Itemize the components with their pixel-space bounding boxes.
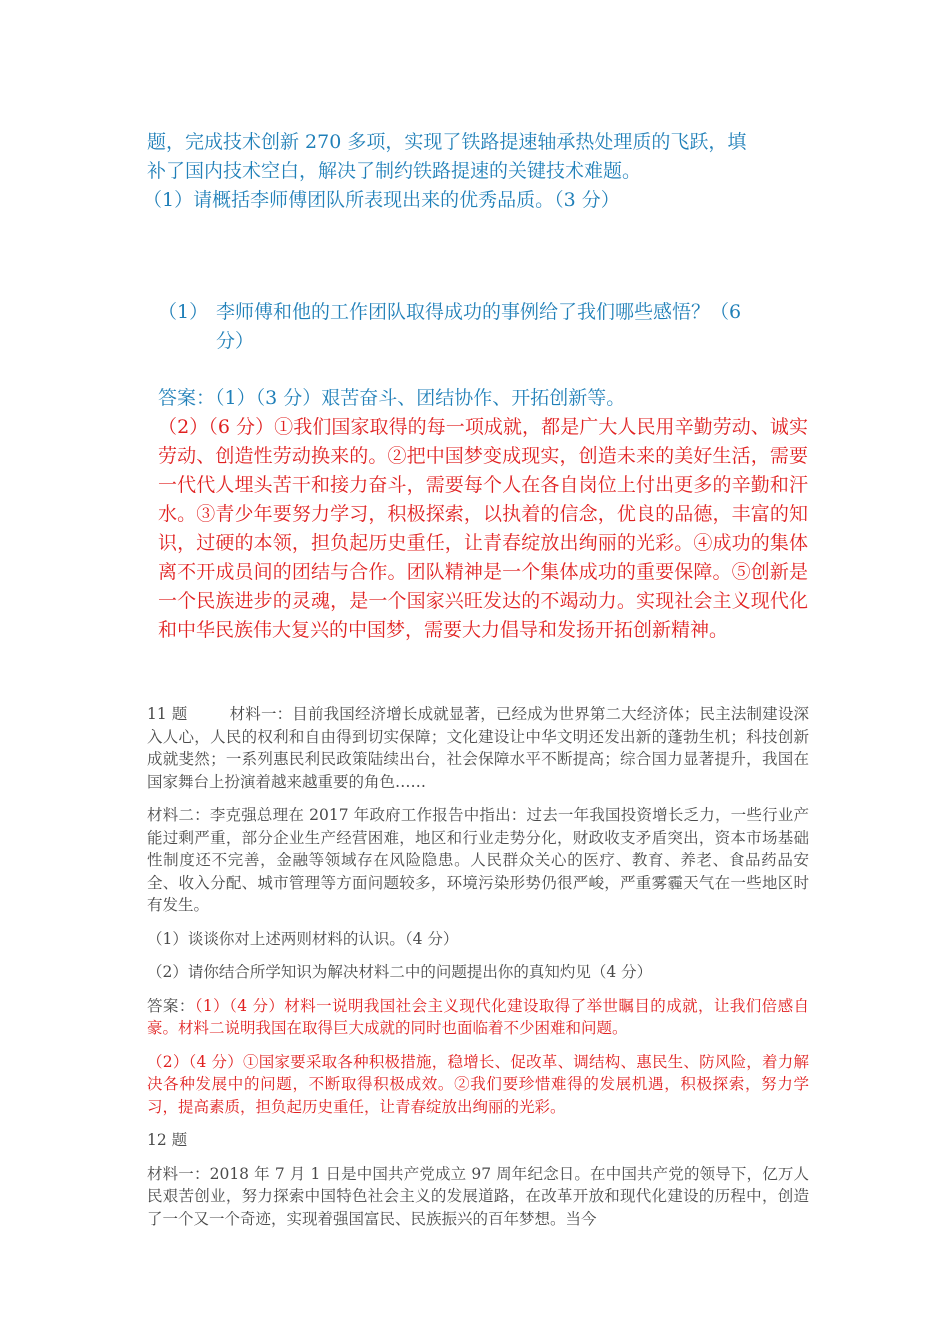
answer-1: （1）（3 分）艰苦奋斗、团结协作、开拓创新等。 <box>215 387 626 409</box>
question-11-block <box>147 703 809 1230</box>
material-continuation-line: 补了国内技术空白，解决了制约铁路提速的关键技术难题。 <box>147 160 642 182</box>
answer-label: 答案： <box>158 387 216 409</box>
sub-question-2: （2）请你结合所学知识为解决材料二中的问题提出你的真知灼见（4 分） <box>147 963 653 981</box>
answer-2: （2）（4 分）①国家要采取各种积极措施，稳增长、促改革、调结构、惠民生、防风险，着力解决各种发展中的问题，不断取得积极成效。②我们要珍惜难得的发展机遇，积极探索，努力学习，提高素质，担负起历史重任，让青春绽放出绚丽的光彩。 <box>147 1052 809 1116</box>
answer-10-block <box>158 384 818 645</box>
answer-1: （1）（4 分）材料一说明我国社会主义现代化建设取得了举世瞩目的成就，让我们倍感自豪。材料二说明我国在取得巨大成就的同时也面临着不少困难和问题。 <box>147 996 809 1037</box>
sub-question-text: 分） <box>216 330 255 352</box>
sub-question-2 <box>158 298 818 356</box>
question-label: 11 题 <box>147 705 188 723</box>
sub-question-text: 李师傅和他的工作团队取得成功的事例给了我们哪些感悟？（6 <box>216 301 742 323</box>
material-continuation-line: 题，完成技术创新 270 多项，实现了铁路提速轴承热处理质的飞跃，填 <box>147 131 747 153</box>
question-label: 12 题 <box>147 1131 188 1149</box>
material-2: 材料二：李克强总理在 2017 年政府工作报告中指出：过去一年我国投资增长乏力，一些行业产能过剩严重，部分企业生产经营困难，地区和行业走势分化，财政收支矛盾突出，资本市场基础性制度还不完善，金融等领域存在风险隐患。人民群众关心的医疗、教育、养老、食品药品安全、收入分配、城市管理等方面问题较多，环境污染形势仍很严峻，严重雾霾天气在一些地区时有发生。 <box>147 806 809 914</box>
sub-question-1: （1）谈谈你对上述两则材料的认识。（4 分） <box>147 929 459 948</box>
material-1: 材料一：2018 年 7 月 1 日是中国共产党成立 97 周年纪念日。在中国共产党的领导下，亿万人民艰苦创业，努力探索中国特色社会主义的发展道路，在改革开放和现代化建设的历程中，创造了一个又一个奇迹，实现着强国富民、民族振兴的百年梦想。当今 <box>147 1164 809 1228</box>
answer-label: 答案： <box>147 996 195 1015</box>
question-10-block <box>143 128 815 215</box>
sub-question-number: （1） <box>158 301 209 323</box>
material-1: 材料一：目前我国经济增长成就显著，已经成为世界第二大经济体；民主法制建设深入人心，人民的权利和自由得到切实保障；文化建设让中华文明还发出新的蓬勃生机；科技创新成就斐然；一系列惠民利民政策陆续出台，社会保障水平不断提高；综合国力显著提升，我国在国家舞台上扮演着越来越重要的角色…… <box>147 705 809 791</box>
sub-question-1: （1）请概括李师傅团队所表现出来的优秀品质。（3 分） <box>143 189 620 211</box>
answer-2: （2）（6 分）①我们国家取得的每一项成就，都是广大人民用辛勤劳动、诚实劳动、创造性劳动换来的。②把中国梦变成现实，创造未来的美好生活，需要一代代人埋头苦干和接力奋斗，需要每个人在各自岗位上付出更多的辛勤和汗水。③青少年要努力学习，积极探索，以执着的信念，优良的品德，丰富的知识，过硬的本领，担负起历史重任，让青春绽放出绚丽的光彩。④成功的集体离不开成员间的团结与合作。团队精神是一个集体成功的重要保障。⑤创新是一个民族进步的灵魂，是一个国家兴旺发达的不竭动力。实现社会主义现代化和中华民族伟大复兴的中国梦，需要大力倡导和发扬开拓创新精神。 <box>158 416 808 641</box>
